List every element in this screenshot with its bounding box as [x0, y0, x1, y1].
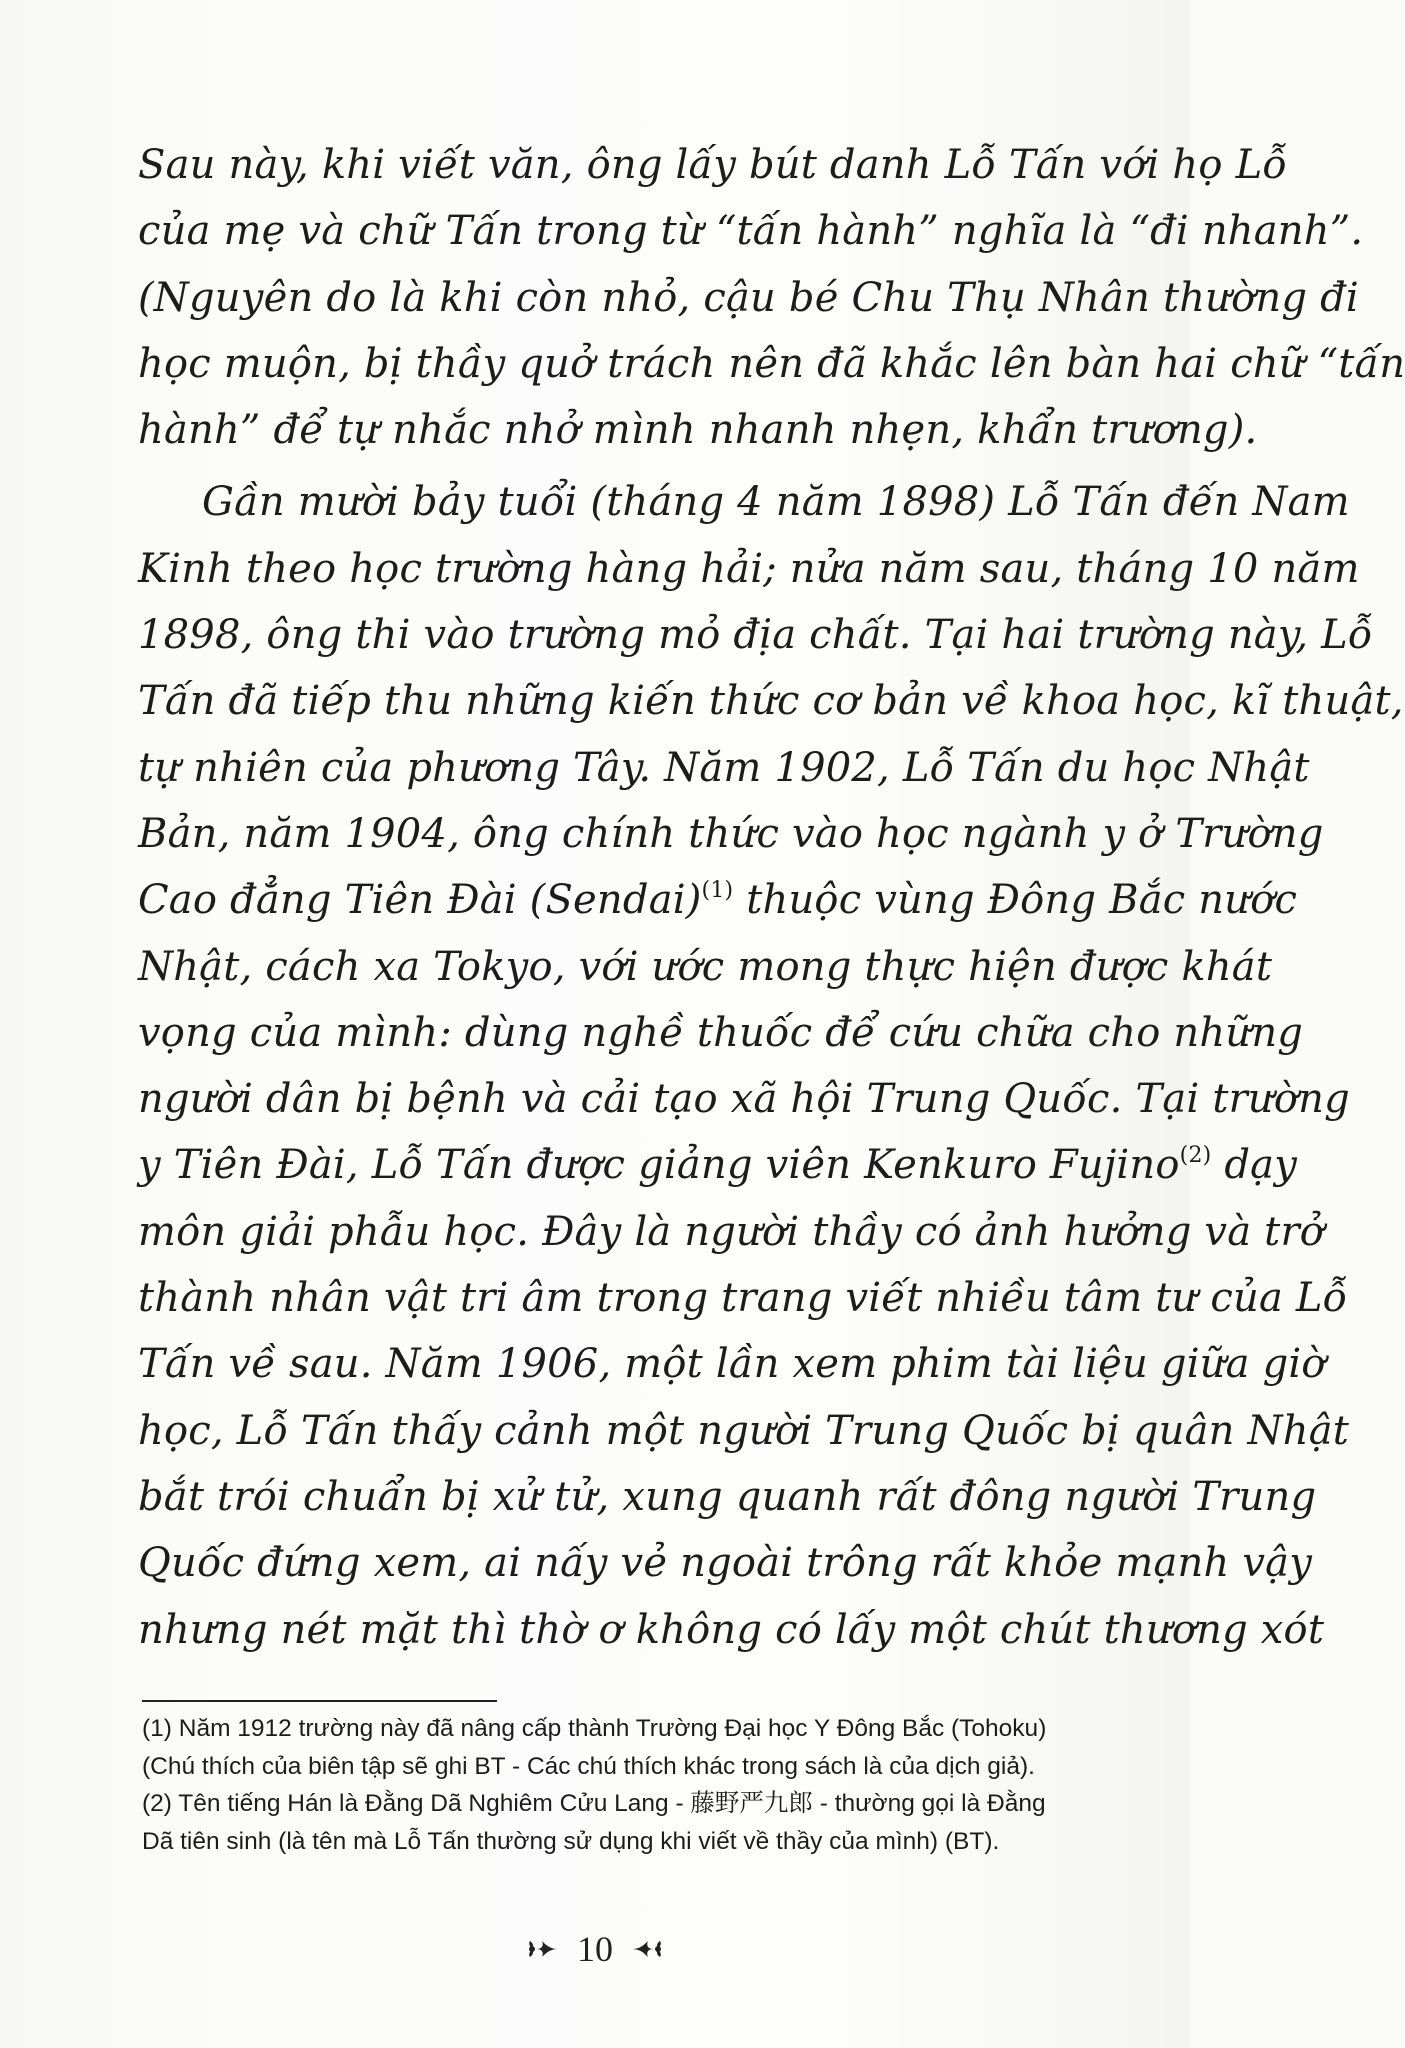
text-segment: Cao đẳng Tiên Đài (Sendai) — [138, 877, 702, 924]
text-line: Kinh theo học trường hàng hải; nửa năm sau, tháng 10 năm — [138, 545, 1360, 592]
text-line: Tấn về sau. Năm 1906, một lần xem phim tài liệu giữa giờ — [138, 1341, 1326, 1388]
page-number: 10 — [577, 1928, 613, 1969]
text-line — [138, 1132, 1297, 1198]
text-line — [138, 867, 1298, 933]
text-line: người dân bị bệnh và cải tạo xã hội Trung Quốc. Tại trường — [138, 1076, 1350, 1123]
text-segment: thuộc vùng Đông Bắc nước — [733, 877, 1298, 924]
footnote-line: (Chú thích của biên tập sẽ ghi BT - Các chú thích khác trong sách là của dịch giả). — [142, 1752, 1035, 1780]
text-line: thành nhân vật tri âm trong trang viết nhiều tâm tư của Lỗ — [138, 1275, 1348, 1322]
text-line: nhưng nét mặt thì thờ ơ không có lấy một chút thương xót — [138, 1606, 1325, 1653]
text-line: Gần mười bảy tuổi (tháng 4 năm 1898) Lỗ Tấn đến Nam — [202, 479, 1350, 526]
text-line: bắt trói chuẩn bị xử tử, xung quanh rất đông người Trung — [138, 1473, 1317, 1520]
footnote-reference-1: (1) — [701, 878, 734, 904]
text-segment: dạy — [1211, 1142, 1297, 1189]
text-line: hành” để tự nhắc nhở mình nhanh nhẹn, khẩn trương). — [138, 407, 1258, 454]
footnote-line: (2) Tên tiếng Hán là Đằng Dã Nghiêm Cửu Lang - 藤野严九郎 - thường gọi là Đằng — [142, 1790, 1046, 1817]
footnotes — [142, 1710, 1132, 1860]
footnote-line: (1) Năm 1912 trường này đã nâng cấp thành Trường Đại học Y Đông Bắc (Tohoku) — [142, 1715, 1047, 1742]
footnote-divider — [142, 1700, 497, 1702]
text-line: môn giải phẫu học. Đây là người thầy có ảnh hưởng và trở — [138, 1208, 1325, 1255]
text-line: Nhật, cách xa Tokyo, với ước mong thực hiện được khát — [138, 943, 1273, 990]
text-line: của mẹ và chữ Tấn trong từ “tấn hành” nghĩa là “đi nhanh”. — [138, 208, 1364, 255]
text-line: 1898, ông thi vào trường mỏ địa chất. Tại hai trường này, Lỗ — [138, 612, 1373, 659]
floral-ornament-right-icon — [630, 1935, 666, 1963]
footnote-reference-2: (2) — [1179, 1143, 1212, 1169]
text-line: Tấn đã tiếp thu những kiến thức cơ bản về khoa học, kĩ thuật, — [138, 678, 1404, 725]
body-text — [138, 132, 1405, 1663]
text-line: Quốc đứng xem, ai nấy vẻ ngoài trông rất khỏe mạnh vậy — [138, 1540, 1313, 1587]
footnote-line: Dã tiên sinh (là tên mà Lỗ Tấn thường sử dụng khi viết về thầy của mình) (BT). — [142, 1827, 1000, 1855]
text-line: học, Lỗ Tấn thấy cảnh một người Trung Quốc bị quân Nhật — [138, 1407, 1350, 1454]
floral-ornament-left-icon — [524, 1935, 560, 1963]
text-line: Sau này, khi viết văn, ông lấy bút danh Lỗ Tấn với họ Lỗ — [138, 142, 1288, 188]
text-line: (Nguyên do là khi còn nhỏ, cậu bé Chu Thụ Nhân thường đi — [138, 274, 1359, 321]
text-line: học muộn, bị thầy quở trách nên đã khắc lên bàn hai chữ “tấn — [138, 340, 1405, 387]
page-number-block — [0, 1925, 1190, 1969]
text-line: vọng của mình: dùng nghề thuốc để cứu chữa cho những — [138, 1009, 1304, 1056]
text-line: tự nhiên của phương Tây. Năm 1902, Lỗ Tấn du học Nhật — [138, 744, 1310, 791]
text-line: Bản, năm 1904, ông chính thức vào học ngành y ở Trường — [138, 810, 1324, 857]
text-segment: y Tiên Đài, Lỗ Tấn được giảng viên Kenkuro Fujino — [138, 1142, 1180, 1189]
